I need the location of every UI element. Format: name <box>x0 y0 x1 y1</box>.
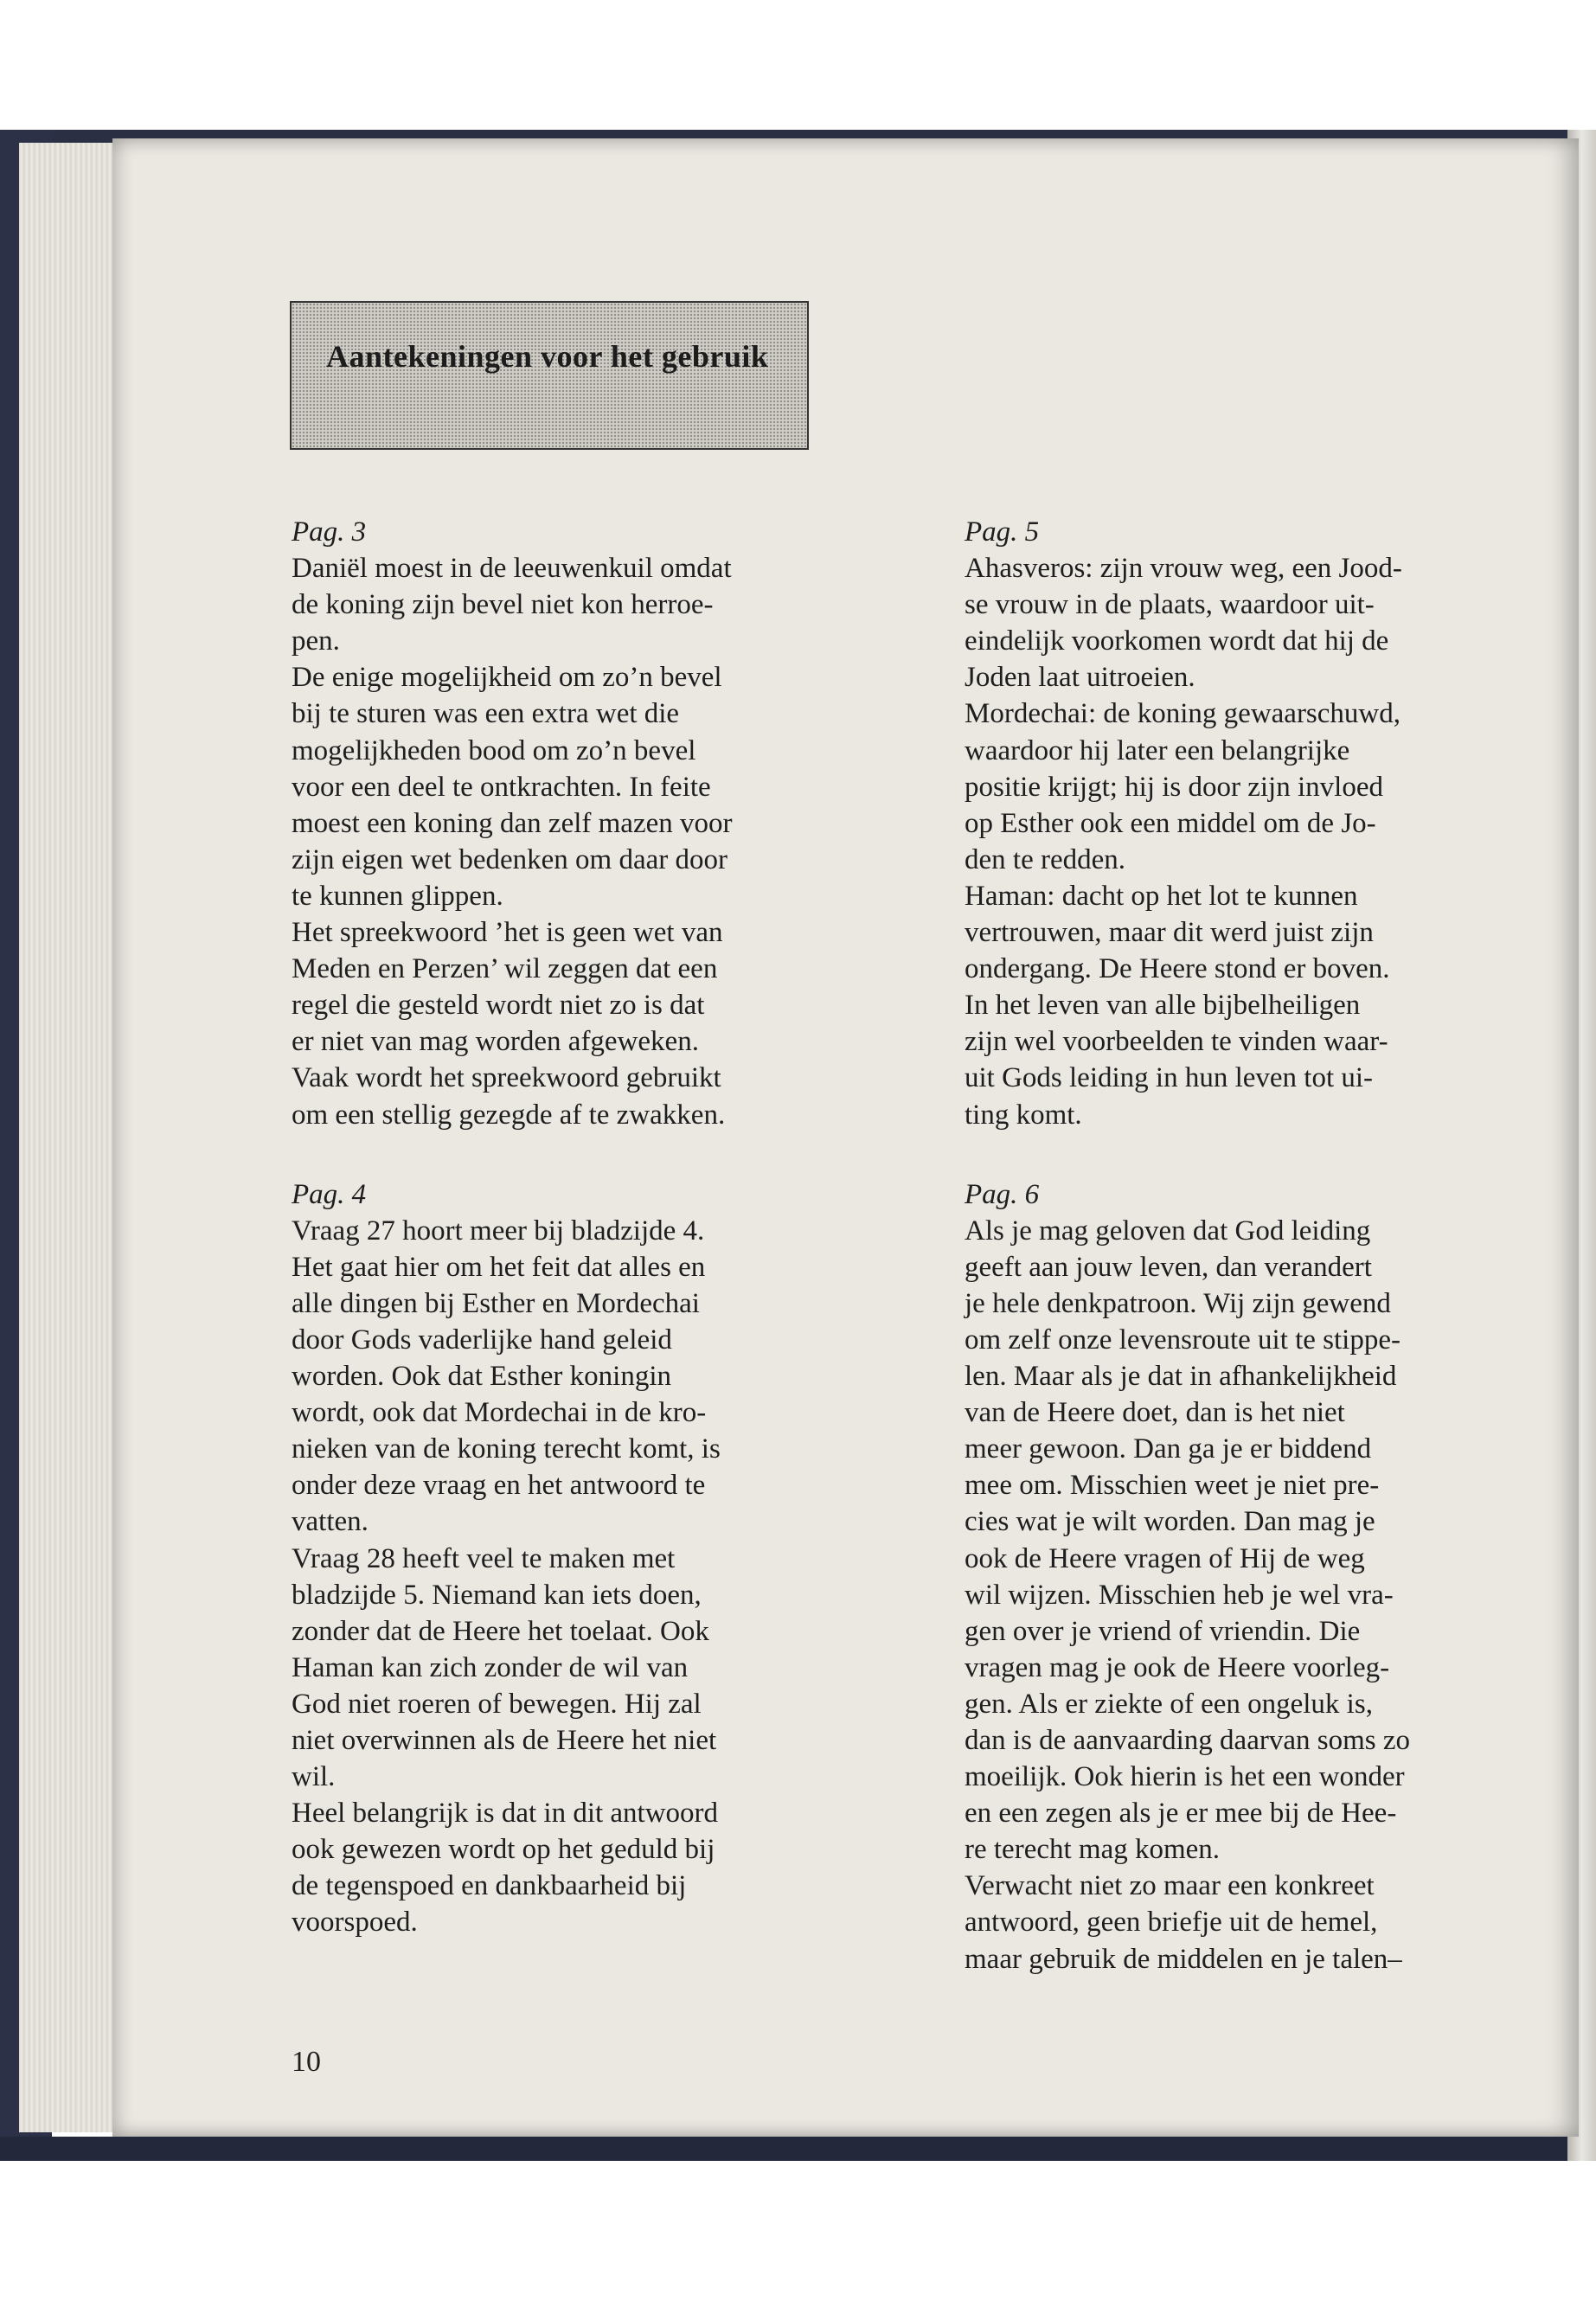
book-cover-bottom-edge <box>0 2137 1596 2161</box>
paragraph: Mordechai: de koning gewaarschuwd, waardoor hij later een belangrijke positie krijgt; hij is door zijn invloed op Esther ook een middel om de Jo- den te redden. <box>965 698 1401 875</box>
paragraph: Haman: dacht op het lot te kunnen vertrouwen, maar dit werd juist zijn ondergang. De Heere stond er boven. <box>965 880 1390 985</box>
paragraph: Als je mag geloven dat God leiding geeft aan jouw leven, dan verandert je hele denkpatroon. Wij zijn gewend om zelf onze levensroute uit te stippe- len. Maar als je dat in afhankelijkheid van de Heere doet, dan is het niet meer gewoon. Dan ga je er biddend mee om. Misschien weet je niet pre- cies wat je wilt worden. Dan mag je ook de Heere vragen of Hij de weg wil wijzen. Misschien heb je wel vra- gen over je vriend of vriendin. Die vragen mag je ook de Heere voorleg- gen. Als er ziekte of een ongeluk is, dan is de aanvaarding daarvan soms zo moeilijk. Ook hierin is het een wonder en een zegen als je er mee bij de Hee- re terecht mag komen. <box>965 1215 1410 1866</box>
section-page-ref: Pag. 3 <box>292 516 367 548</box>
left-column <box>292 514 854 1941</box>
notes-heading-box <box>290 301 809 450</box>
paragraph: Ahasveros: zijn vrouw weg, een Jood- se vrouw in de plaats, waardoor uit- eindelijk voorkomen wordt dat hij de Joden laat uitroeien. <box>965 553 1402 694</box>
section-page-ref: Pag. 4 <box>292 1178 367 1210</box>
paragraph: De enige mogelijkheid om zo’n bevel bij te sturen was een extra wet die mogelijkheden bood om zo’n bevel voor een deel te ontkrachten. In feite moest een koning dan zelf mazen voor zijn eigen wet bedenken om daar door te kunnen glippen. <box>292 662 733 912</box>
page-stack-edges <box>19 143 114 2132</box>
paragraph: Verwacht niet zo maar een konkreet antwoord, geen briefje uit de hemel, maar gebruik de middelen en je talen– <box>965 1870 1402 1975</box>
paragraph: In het leven van alle bijbelheiligen zijn wel voorbeelden te vinden waar- uit Gods leiding in hun leven tot ui- ting komt. <box>965 990 1388 1131</box>
section-page-ref: Pag. 5 <box>965 516 1040 548</box>
paragraph: Heel belangrijk is dat in dit antwoord ook gewezen wordt op het geduld bij de tegenspoed en dankbaarheid bij voorspoed. <box>292 1798 719 1939</box>
paragraph: Het spreekwoord ’het is geen wet van Meden en Perzen’ wil zeggen dat een regel die gesteld wordt niet zo is dat er niet van mag worden afgeweken. Vaak wordt het spreekwoord gebruikt om een stellig gezegde af te zwakken. <box>292 917 726 1131</box>
paragraph: Daniël moest in de leeuwenkuil omdat de koning zijn bevel niet kon herroe- pen. <box>292 553 732 657</box>
paragraph: Vraag 27 hoort meer bij bladzijde 4. Het gaat hier om het feit dat alles en alle dingen bij Esther en Mordechai door Gods vaderlijke hand geleid worden. Ook dat Esther koningin wordt, ook dat Mordechai in de kro- nieken van de koning terecht komt, is onder deze vraag en het antwoord te vatten. <box>292 1215 721 1538</box>
section-page-ref: Pag. 6 <box>965 1178 1040 1210</box>
right-column <box>965 514 1523 1977</box>
page-number: 10 <box>292 2046 321 2078</box>
notes-heading: Aantekeningen voor het gebruik <box>326 339 769 374</box>
paragraph: Vraag 28 heeft veel te maken met bladzijde 5. Niemand kan iets doen, zonder dat de Heere het toelaat. Ook Haman kan zich zonder de wil van God niet roeren of bewegen. Hij zal niet overwinnen als de Heere het niet wil. <box>292 1542 717 1793</box>
